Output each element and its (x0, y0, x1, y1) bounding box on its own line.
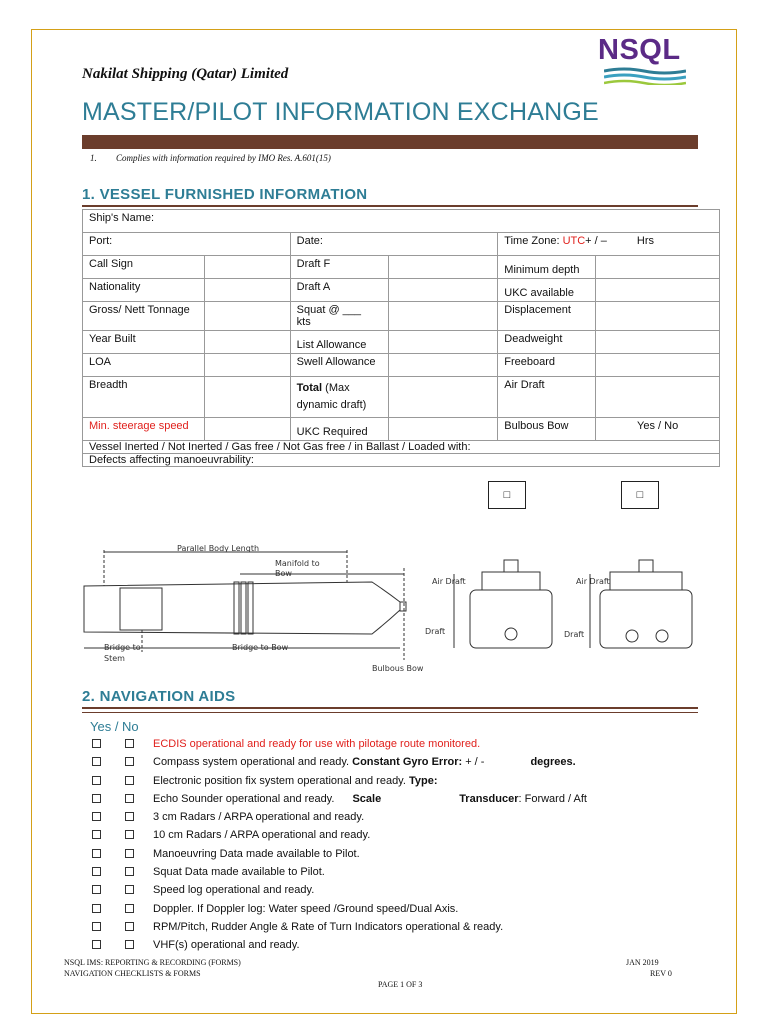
check-text: VHF(s) operational and ready. (153, 939, 300, 952)
list-item (88, 865, 708, 883)
table-row (83, 354, 720, 377)
logo-text: NSQL (598, 34, 681, 66)
check-text: Speed log operational and ready. (153, 884, 315, 897)
min-depth-value[interactable] (596, 256, 720, 279)
no-checkbox[interactable] (125, 849, 134, 858)
bridge-shape (120, 588, 162, 630)
year-built-label: Year Built (83, 331, 205, 354)
bulbous-bow-yes-no[interactable]: Yes / No (596, 418, 720, 441)
bulbous-bow-diagram-label: Bulbous Bow (372, 664, 424, 673)
call-sign-value[interactable] (204, 256, 290, 279)
page-title: MASTER/PILOT INFORMATION EXCHANGE (82, 98, 599, 126)
footer-left-1: NSQL IMS: REPORTING & RECORDING (FORMS) (64, 958, 241, 967)
nsql-logo (598, 34, 690, 86)
squat-label: Squat @ ___ kts (290, 302, 388, 331)
min-steerage-value[interactable] (204, 418, 290, 441)
yes-no-header: Yes / No (90, 719, 139, 734)
yes-checkbox[interactable] (92, 776, 101, 785)
cross-section-hull-1 (470, 590, 552, 648)
yes-checkbox[interactable] (92, 904, 101, 913)
call-sign-label: Call Sign (83, 256, 205, 279)
table-row (83, 441, 720, 454)
navigation-aids-checklist (88, 737, 708, 957)
cross-section-house-1 (482, 572, 540, 590)
table-row (83, 418, 720, 441)
check-text: Doppler. If Doppler log: Water speed /Ground speed/Dual Axis. (153, 902, 459, 915)
check-text: Echo Sounder operational and ready. Scale Transducer: Forward / Aft (153, 792, 587, 805)
vessel-info-table (82, 209, 720, 467)
bridge-stem-label-1: Bridge to (104, 643, 141, 652)
freeboard-value[interactable] (596, 354, 720, 377)
table-row (83, 377, 720, 418)
list-item (88, 920, 708, 938)
swell-allowance-value[interactable] (388, 354, 498, 377)
no-checkbox[interactable] (125, 830, 134, 839)
gross-nett-value[interactable] (204, 302, 290, 331)
defects-cell[interactable]: Defects affecting manoeuvrability: (83, 454, 720, 467)
list-item (88, 792, 708, 810)
list-item (88, 847, 708, 865)
footer-right-1: JAN 2019 (626, 958, 659, 967)
draft-f-value[interactable] (388, 256, 498, 279)
freeboard-label: Freeboard (498, 354, 596, 377)
check-text: Compass system operational and ready. Constant Gyro Error: + / - degrees. (153, 756, 576, 769)
no-checkbox[interactable] (125, 922, 134, 931)
imo-note (90, 153, 331, 163)
checkbox-box-1[interactable]: □ (488, 481, 526, 509)
bulbous-bow-label: Bulbous Bow (498, 418, 596, 441)
draft-label-1: Draft (425, 627, 446, 636)
check-text: 10 cm Radars / ARPA operational and ready. (153, 829, 371, 842)
list-item (88, 883, 708, 901)
footer-right-2: REV 0 (650, 969, 672, 978)
propeller-right-icon (656, 630, 668, 642)
yes-checkbox[interactable] (92, 794, 101, 803)
nationality-label: Nationality (83, 279, 205, 302)
draft-f-label: Draft F (290, 256, 388, 279)
yes-checkbox[interactable] (92, 940, 101, 949)
check-text: Squat Data made available to Pilot. (153, 866, 325, 879)
min-steerage-label: Min. steerage speed (83, 418, 205, 441)
check-text: 3 cm Radars / ARPA operational and ready. (153, 811, 365, 824)
cross-section-funnel-1 (504, 560, 518, 572)
checkbox-box-2[interactable]: □ (621, 481, 659, 509)
ukc-available-label: UKC available (498, 279, 596, 302)
no-checkbox[interactable] (125, 776, 134, 785)
list-item (88, 737, 708, 755)
bridge-bow-label: Bridge to Bow (232, 643, 289, 652)
section-2-rule (82, 707, 698, 709)
air-draft-label: Air Draft (498, 377, 596, 418)
table-row (83, 279, 720, 302)
port-cell[interactable]: Port: (83, 233, 291, 256)
no-checkbox[interactable] (125, 885, 134, 894)
manifold-label-1: Manifold to (275, 559, 320, 568)
title-bar (82, 135, 698, 149)
no-checkbox[interactable] (125, 867, 134, 876)
yes-checkbox[interactable] (92, 739, 101, 748)
ukc-required-value[interactable] (388, 418, 498, 441)
air-draft-value[interactable] (596, 377, 720, 418)
air-draft-label-1: Air Draft (432, 577, 466, 586)
check-text: RPM/Pitch, Rudder Angle & Rate of Turn Indicators operational & ready. (153, 920, 504, 933)
ukc-required-label: UKC Required (290, 418, 388, 441)
table-row (83, 302, 720, 331)
ship-outline (84, 582, 400, 634)
section-1-title: 1. VESSEL FURNISHED INFORMATION (82, 186, 368, 203)
ukc-available-value[interactable] (596, 279, 720, 302)
vessel-diagram (82, 540, 712, 680)
yes-checkbox[interactable] (92, 867, 101, 876)
list-item (88, 755, 708, 773)
total-value[interactable] (388, 377, 498, 418)
manifold-line-1 (234, 582, 239, 634)
deadweight-value[interactable] (596, 331, 720, 354)
manifold-line-3 (248, 582, 253, 634)
list-item (88, 774, 708, 792)
swell-allowance-label: Swell Allowance (290, 354, 388, 377)
propeller-icon (505, 628, 517, 640)
yes-checkbox[interactable] (92, 885, 101, 894)
bulbous-bow-shape (400, 602, 406, 611)
ships-name-cell[interactable]: Ship's Name: (83, 210, 720, 233)
cross-section-house-2 (610, 572, 682, 590)
footer-left-2: NAVIGATION CHECKLISTS & FORMS (64, 969, 201, 978)
manifold-line-2 (241, 582, 246, 634)
displacement-label: Displacement (498, 302, 596, 331)
no-checkbox[interactable] (125, 794, 134, 803)
yes-checkbox[interactable] (92, 757, 101, 766)
yes-checkbox[interactable] (92, 830, 101, 839)
no-checkbox[interactable] (125, 904, 134, 913)
time-zone-cell[interactable]: Time Zone: UTC+ / – Hrs (498, 233, 720, 256)
min-depth-label: Minimum depth (498, 256, 596, 279)
note-text: Complies with information required by IMO Res. A.601(15) (116, 153, 331, 163)
table-row (83, 233, 720, 256)
section-2-title: 2. NAVIGATION AIDS (82, 688, 236, 705)
yes-checkbox[interactable] (92, 922, 101, 931)
draft-a-label: Draft A (290, 279, 388, 302)
bridge-stem-label-2: Stem (104, 654, 125, 663)
breadth-value[interactable] (204, 377, 290, 418)
manifold-label-2: Bow (275, 569, 292, 578)
list-item (88, 828, 708, 846)
check-text: ECDIS operational and ready for use with pilotage route monitored. (153, 738, 481, 750)
no-checkbox[interactable] (125, 757, 134, 766)
list-item (88, 938, 708, 956)
section-1-rule (82, 205, 698, 207)
list-allowance-value[interactable] (388, 331, 498, 354)
total-label: Total (Max dynamic draft) (290, 377, 388, 418)
company-name: Nakilat Shipping (Qatar) Limited (82, 66, 289, 82)
list-allowance-label: List Allowance (290, 331, 388, 354)
table-row (83, 210, 720, 233)
no-checkbox[interactable] (125, 940, 134, 949)
no-checkbox[interactable] (125, 812, 134, 821)
nationality-value[interactable] (204, 279, 290, 302)
note-number: 1. (90, 153, 97, 163)
year-built-value[interactable] (204, 331, 290, 354)
table-row (83, 256, 720, 279)
list-item (88, 902, 708, 920)
vessel-inerted-cell[interactable]: Vessel Inerted / Not Inerted / Gas free / Not Gas free / in Ballast / Loaded with: (83, 441, 720, 454)
loa-value[interactable] (204, 354, 290, 377)
no-checkbox[interactable] (125, 739, 134, 748)
yes-checkbox[interactable] (92, 812, 101, 821)
check-text: Electronic position fix system operational and ready. Type: (153, 774, 438, 787)
date-cell[interactable]: Date: (290, 233, 498, 256)
propeller-left-icon (626, 630, 638, 642)
wave-icon (604, 67, 686, 85)
check-text: Manoeuvring Data made available to Pilot. (153, 847, 360, 860)
table-row (83, 331, 720, 354)
breadth-label: Breadth (83, 377, 205, 418)
gross-nett-label: Gross/ Nett Tonnage (83, 302, 205, 331)
parallel-body-label: Parallel Body Length (177, 544, 260, 553)
footer-page-number: PAGE 1 OF 3 (378, 980, 423, 989)
displacement-value[interactable] (596, 302, 720, 331)
air-draft-label-2: Air Draft (576, 577, 610, 586)
loa-label: LOA (83, 354, 205, 377)
yes-checkbox[interactable] (92, 849, 101, 858)
list-item (88, 810, 708, 828)
deadweight-label: Deadweight (498, 331, 596, 354)
squat-value[interactable] (388, 302, 498, 331)
table-row (83, 454, 720, 467)
cross-section-hull-2 (600, 590, 692, 648)
cross-section-funnel-2 (639, 560, 653, 572)
draft-label-2: Draft (564, 630, 585, 639)
draft-a-value[interactable] (388, 279, 498, 302)
section-2-rule-thin (82, 712, 698, 713)
